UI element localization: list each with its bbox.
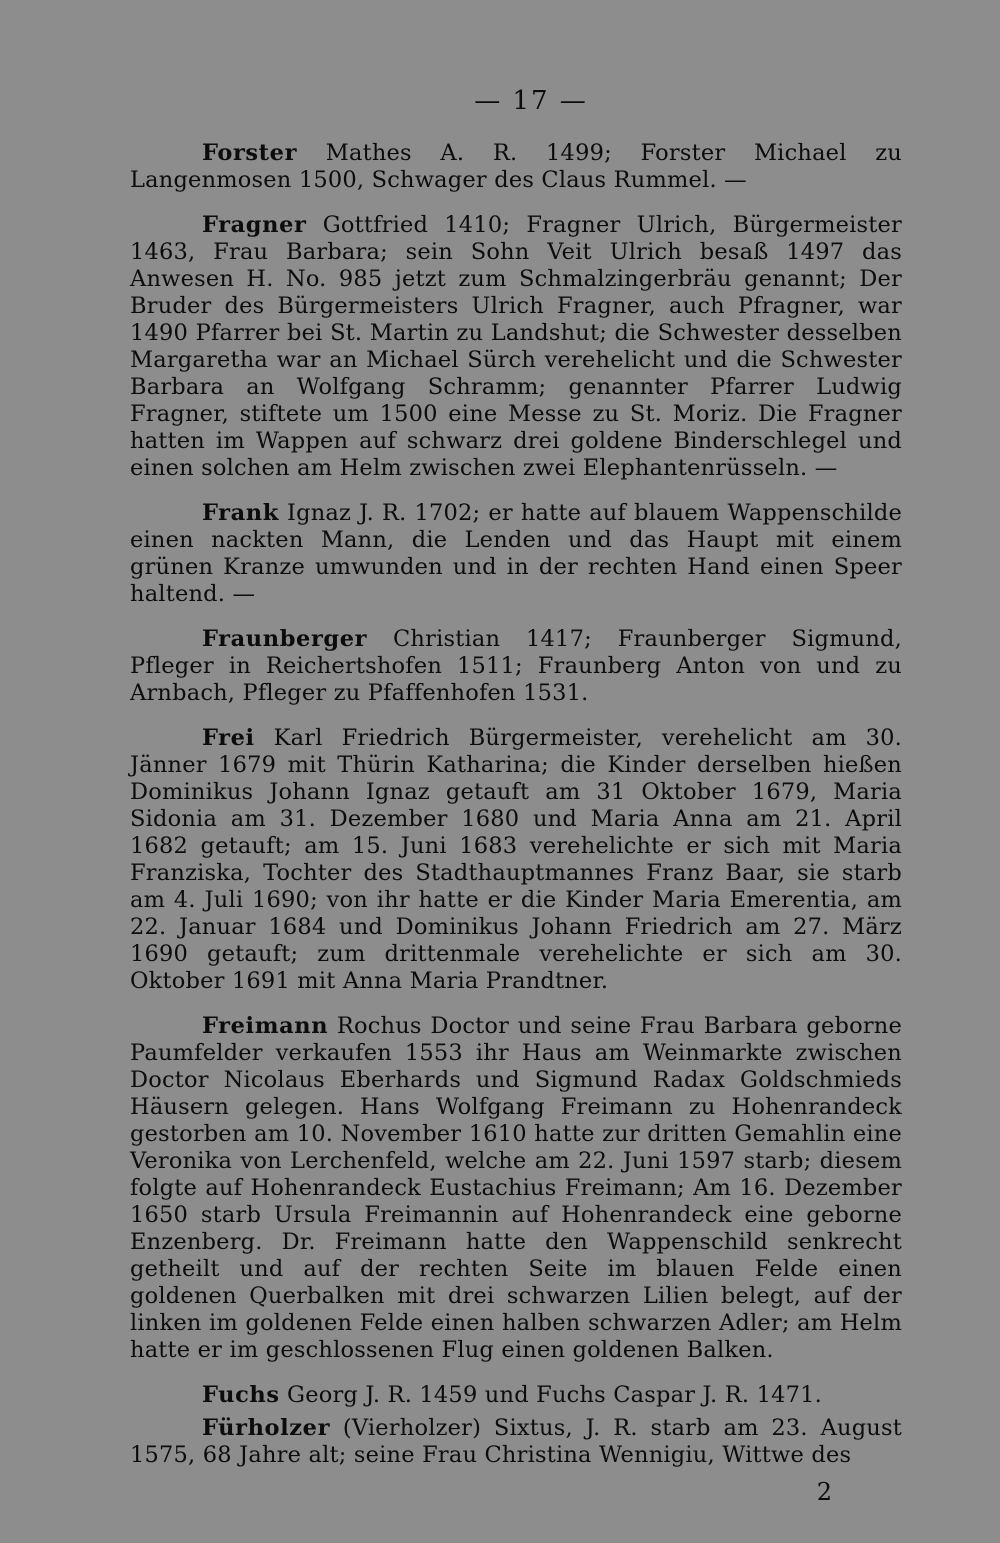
book-page (130, 86, 902, 1506)
entry-surname: Fuchs (202, 1382, 280, 1408)
entry-fragner (130, 212, 902, 482)
entry-surname: Frei (202, 725, 255, 751)
entry-text: Mathes A. R. 1499; Forster Michael zu Langenmosen 1500, Schwager des Claus Rummel. — (130, 140, 903, 193)
entry-text: (Vierholzer) Sixtus, J. R. starb am 23. August 1575, 68 Jahre alt; seine Frau Christina Wennigiu, Wittwe des (130, 1415, 902, 1468)
entry-text: Gottfried 1410; Fragner Ulrich, Bürgermeister 1463, Frau Barbara; sein Sohn Veit Ulrich besaß 1497 das Anwesen H. No. 985 jetzt zum Schmalzingerbräu genannt; Der Bruder des Bürgermeisters Ulrich Fragner, auch Pfragner, war 1490 Pfarrer bei St. Martin zu Landshut; die Schwester desselben Margaretha war an Michael Sürch verehelicht und die Schwester Barbara an Wolfgang Schramm; genannter Pfarrer Ludwig Fragner, stiftete um 1500 eine Messe zu St. Moriz. Die Fragner hatten im Wappen auf schwarz drei goldene Binderschlegel und einen solchen am Helm zwischen zwei Elephantenrüsseln. — (130, 212, 902, 481)
entry-text: Christian 1417; Fraunberger Sigmund, Pfleger in Reichertshofen 1511; Fraunberg Anton von und zu Arnbach, Pfleger zu Pfaffenhofen 1531. (130, 626, 902, 706)
entry-surname: Frank (202, 500, 279, 526)
entry-fuerholzer (130, 1415, 902, 1469)
entry-freimann (130, 1013, 902, 1364)
entry-fraunberger (130, 626, 902, 707)
entry-text: Georg J. R. 1459 und Fuchs Caspar J. R. 1471. (287, 1382, 822, 1408)
signature-mark: 2 (816, 1478, 832, 1506)
entry-text: Ignaz J. R. 1702; er hatte auf blauem Wappenschilde einen nackten Mann, die Lenden und das Haupt mit einem grünen Kranze umwunden und in der rechten Hand einen Speer haltend. — (130, 500, 902, 607)
entry-frank (130, 500, 902, 608)
entry-surname: Fürholzer (202, 1415, 331, 1441)
entry-surname: Forster (202, 140, 298, 166)
entry-surname: Fragner (202, 212, 307, 238)
entry-fuchs (130, 1382, 902, 1409)
entry-text: Rochus Doctor und seine Frau Barbara geborne Paumfelder verkaufen 1553 ihr Haus am Weinmarkte zwischen Doctor Nicolaus Eberhards und Sigmund Radax Goldschmieds Häusern gelegen. Hans Wolfgang Freimann zu Hohenrandeck gestorben am 10. November 1610 hatte zur dritten Gemahlin eine Veronika von Lerchenfeld, welche am 22. Juni 1597 starb; diesem folgte auf Hohenrandeck Eustachius Freimann; Am 16. Dezember 1650 starb Ursula Freimannin auf Hohenrandeck eine geborne Enzenberg. Dr. Freimann hatte den Wappenschild senkrecht getheilt und auf der rechten Seite im blauen Felde einen goldenen Querbalken mit drei schwarzen Lilien belegt, auf der linken im goldenen Felde einen halben schwarzen Adler; am Helm hatte er im geschlossenen Flug einen goldenen Balken. (130, 1013, 902, 1363)
page-number: — 17 — (474, 86, 588, 116)
entry-surname: Fraunberger (202, 626, 368, 652)
entry-surname: Freimann (202, 1013, 329, 1039)
entry-forster (130, 140, 902, 194)
entry-frei (130, 725, 902, 995)
entry-text: Karl Friedrich Bürgermeister, verehelicht am 30. Jänner 1679 mit Thürin Katharina; die Kinder derselben hießen Dominikus Johann Ignaz getauft am 31 Oktober 1679, Maria Sidonia am 31. Dezember 1680 und Maria Anna am 21. April 1682 getauft; am 15. Juni 1683 verehelichte er sich mit Maria Franziska, Tochter des Stadthauptmannes Franz Baar, sie starb am 4. Juli 1690; von ihr hatte er die Kinder Maria Emerentia, am 22. Januar 1684 und Dominikus Johann Friedrich am 27. März 1690 getauft; zum drittenmale verehelichte er sich am 30. Oktober 1691 mit Anna Maria Prandtner. (130, 725, 902, 994)
